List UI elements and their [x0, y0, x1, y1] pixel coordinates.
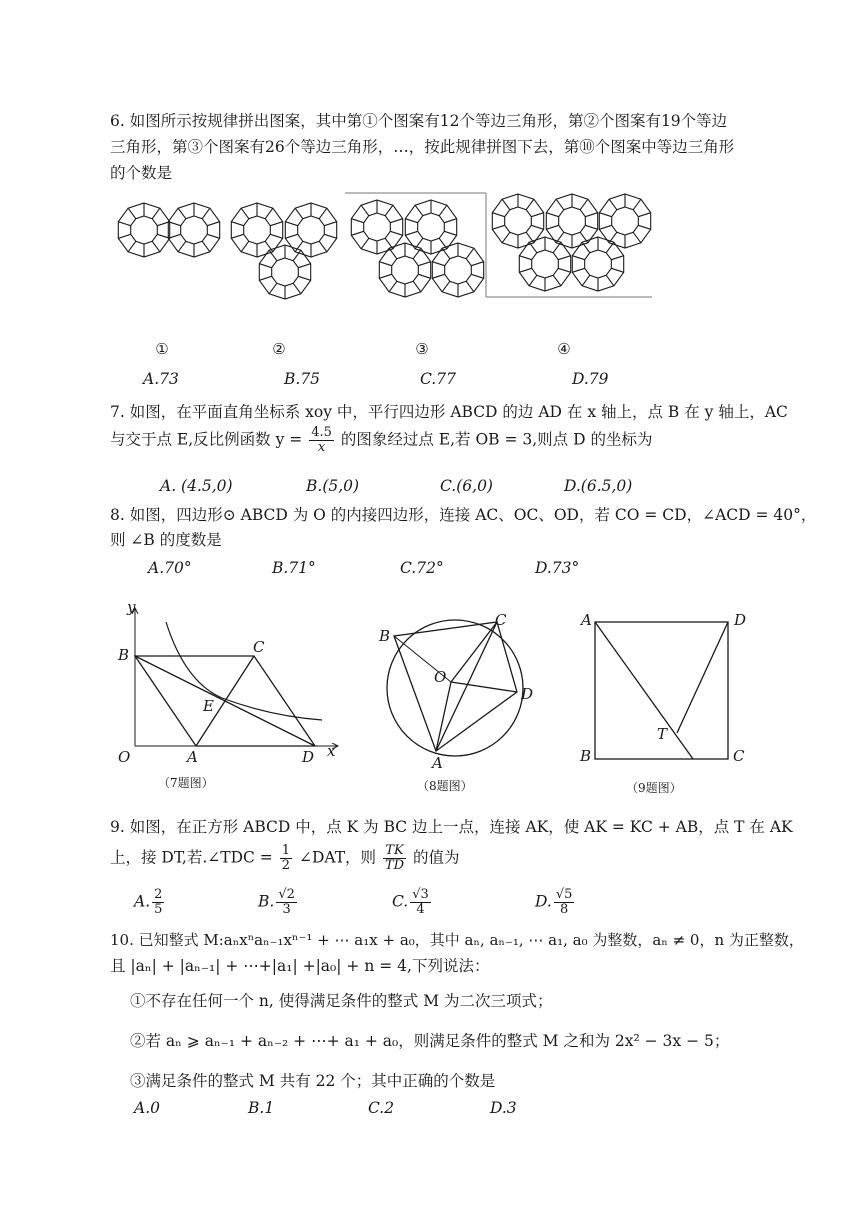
q9-option-b-num: √2: [278, 887, 295, 902]
q7-option-a[interactable]: A. (4.5,0): [160, 477, 233, 495]
q9-half-fraction: [280, 844, 292, 873]
q9-caption: （9题图）: [626, 781, 682, 795]
q7-label-d: D: [302, 748, 315, 766]
q9-half-denominator: 2: [281, 858, 291, 873]
q8-quadrilateral: [394, 622, 517, 751]
q9-label-d: D: [734, 611, 747, 629]
q9-option-a-den: 5: [154, 902, 163, 917]
q8-label-o: O: [434, 668, 447, 686]
q9-option-a-letter: A.: [134, 892, 151, 911]
q7-fraction-numerator: 4.5: [311, 425, 332, 440]
q7-label-b: B: [118, 646, 130, 664]
q6-option-a[interactable]: A.73: [143, 370, 179, 388]
q9-segment-dt: [677, 622, 728, 733]
q7-label-y: y: [127, 598, 136, 616]
q10-option-c[interactable]: C.2: [368, 1099, 395, 1117]
q9-option-b[interactable]: [258, 888, 299, 917]
q9-option-c[interactable]: [392, 888, 433, 917]
q9-option-c-den: 4: [416, 902, 425, 917]
q7-line-2-pre: 与交于点 E,反比例函数 y =: [110, 430, 303, 449]
q10-line-1: 10. 已知整式 M:aₙxⁿaₙ₋₁xⁿ⁻¹ + ⋯ a₁x + a₀，其中 aₙ, aₙ₋₁, ⋯ a₁, a₀ 为整数，aₙ ≠ 0，n 为正整数，: [110, 931, 804, 949]
q7-label-e: E: [203, 697, 214, 715]
q10-statement-2: ②若 aₙ ⩾ aₙ₋₁ + aₙ₋₂ + ⋯+ a₁ + a₀，则满足条件的整式 M 之和为 2x² − 3x − 5；: [130, 1032, 730, 1050]
q7-option-b[interactable]: B.(5,0): [306, 477, 360, 495]
q9-option-c-letter: C.: [392, 892, 409, 911]
q8-label-d: D: [521, 685, 534, 703]
q9-option-d[interactable]: [535, 888, 576, 917]
q6-label-4: ④: [557, 340, 571, 358]
q6-line-1: 6. 如图所示按规律拼出图案，其中第①个图案有12个等边三角形，第②个图案有19个等边: [110, 112, 728, 130]
q9-option-b-den: 3: [282, 902, 291, 917]
q10-option-d[interactable]: D.3: [490, 1099, 517, 1117]
q6-wheel-tile: [259, 245, 310, 299]
q7-label-a: A: [187, 748, 198, 766]
q6-wheel-tile: [572, 237, 623, 291]
q9-option-a-num: 2: [154, 887, 163, 902]
q6-label-3: ③: [415, 340, 429, 358]
q8-option-a[interactable]: A.70°: [148, 559, 192, 577]
q6-wheel-tile: [231, 203, 282, 257]
q8-segment-ac: [436, 622, 497, 751]
q6-wheel-tile: [168, 203, 219, 257]
q8-caption: （8题图）: [417, 779, 473, 793]
q7-line-2-post: 的图象经过点 E,若 OB = 3,则点 D 的坐标为: [340, 430, 653, 449]
q6-option-b[interactable]: B.75: [284, 370, 321, 388]
q9-ratio-fraction: [383, 844, 406, 873]
q10-line-2: 且 |aₙ| + |aₙ₋₁| + ⋯+|a₁| +|a₀| + n = 4,下列说法：: [110, 957, 490, 975]
q9-line-2-c: 的值为: [413, 848, 460, 867]
q6-line-3: 的个数是: [110, 164, 173, 182]
q9-option-d-letter: D.: [535, 892, 552, 911]
q8-label-b: B: [379, 627, 391, 645]
q7-label-o: O: [118, 748, 131, 766]
q6-pattern-figure: [0, 0, 868, 320]
q9-option-c-num: √3: [412, 887, 429, 902]
q8-line-1: 8. 如图，四边形⊙ ABCD 为 O 的内接四边形，连接 AC、OC、OD，若 CO = CD，∠ACD = 40°，: [110, 506, 817, 524]
q9-line-1: 9. 如图，在正方形 ABCD 中，点 K 为 BC 边上一点，连接 AK，使 AK = KC + AB，点 T 在 AK: [110, 818, 793, 836]
q9-option-d-den: 8: [559, 902, 569, 917]
q8-segment-oc: [451, 622, 497, 682]
q8-segment-oa: [436, 682, 451, 751]
q7-fraction-denominator: x: [317, 440, 326, 455]
q8-label-a: A: [432, 754, 443, 772]
q9-ratio-denominator: TD: [385, 858, 405, 873]
q9-option-a[interactable]: [134, 888, 166, 917]
q7-figure: [110, 600, 350, 800]
q7-label-c: C: [253, 638, 265, 656]
q6-wheel-tile: [519, 237, 570, 291]
q8-option-c[interactable]: C.72°: [400, 559, 444, 577]
q9-figure: [575, 605, 775, 775]
q7-line-1: 7. 如图，在平面直角坐标系 xoy 中，平行四边形 ABCD 的边 AD 在 x 轴上，点 B 在 y 轴上，AC: [110, 403, 788, 421]
q6-wheel-tile: [118, 203, 169, 257]
q6-wheel-tile: [432, 243, 483, 297]
q9-label-b: B: [580, 747, 592, 765]
q9-line-2: [110, 844, 460, 873]
q7-label-x: x: [327, 742, 336, 760]
q6-line-2: 三角形，第③个图案有26个等边三角形，…，按此规律拼图下去，第⑩个图案中等边三角形: [110, 138, 735, 156]
q8-option-b[interactable]: B.71°: [272, 559, 316, 577]
q8-segment-od: [451, 682, 517, 692]
q6-wheel-tile: [379, 243, 430, 297]
q6-option-d[interactable]: D.79: [572, 370, 609, 388]
q7-option-c[interactable]: C.(6,0): [440, 477, 493, 495]
q9-line-2-a: 上，接 DT,若.∠TDC =: [110, 848, 273, 867]
q10-statement-3: ③满足条件的整式 M 共有 22 个；其中正确的个数是: [130, 1072, 496, 1090]
q8-line-2: 则 ∠B 的度数是: [110, 531, 222, 549]
q10-statement-1: ①不存在任何一个 n, 使得满足条件的整式 M 为二次三项式；: [130, 992, 553, 1010]
q6-wheel-tile: [285, 203, 336, 257]
q9-option-b-letter: B.: [258, 892, 275, 911]
q9-label-t: T: [657, 725, 668, 743]
q6-label-1: ①: [155, 340, 169, 358]
q7-caption: （7题图）: [158, 776, 214, 790]
q10-option-a[interactable]: A.0: [134, 1099, 160, 1117]
q7-fraction: [309, 426, 334, 455]
q9-segment-ak: [595, 622, 693, 759]
q9-label-a: A: [581, 611, 592, 629]
q6-option-c[interactable]: C.77: [420, 370, 456, 388]
q8-figure: [370, 610, 550, 780]
q10-option-b[interactable]: B.1: [248, 1099, 275, 1117]
q9-half-numerator: 1: [281, 843, 291, 858]
q7-line-2: [110, 426, 652, 455]
q6-label-2: ②: [272, 340, 286, 358]
q7-option-d[interactable]: D.(6.5,0): [564, 477, 633, 495]
q9-label-c: C: [733, 747, 745, 765]
q9-ratio-numerator: TK: [383, 844, 406, 859]
q8-label-c: C: [495, 611, 507, 629]
q9-line-2-b: ∠DAT，则: [298, 848, 377, 867]
q8-option-d[interactable]: D.73°: [535, 559, 580, 577]
q9-option-d-num: √5: [555, 887, 573, 902]
